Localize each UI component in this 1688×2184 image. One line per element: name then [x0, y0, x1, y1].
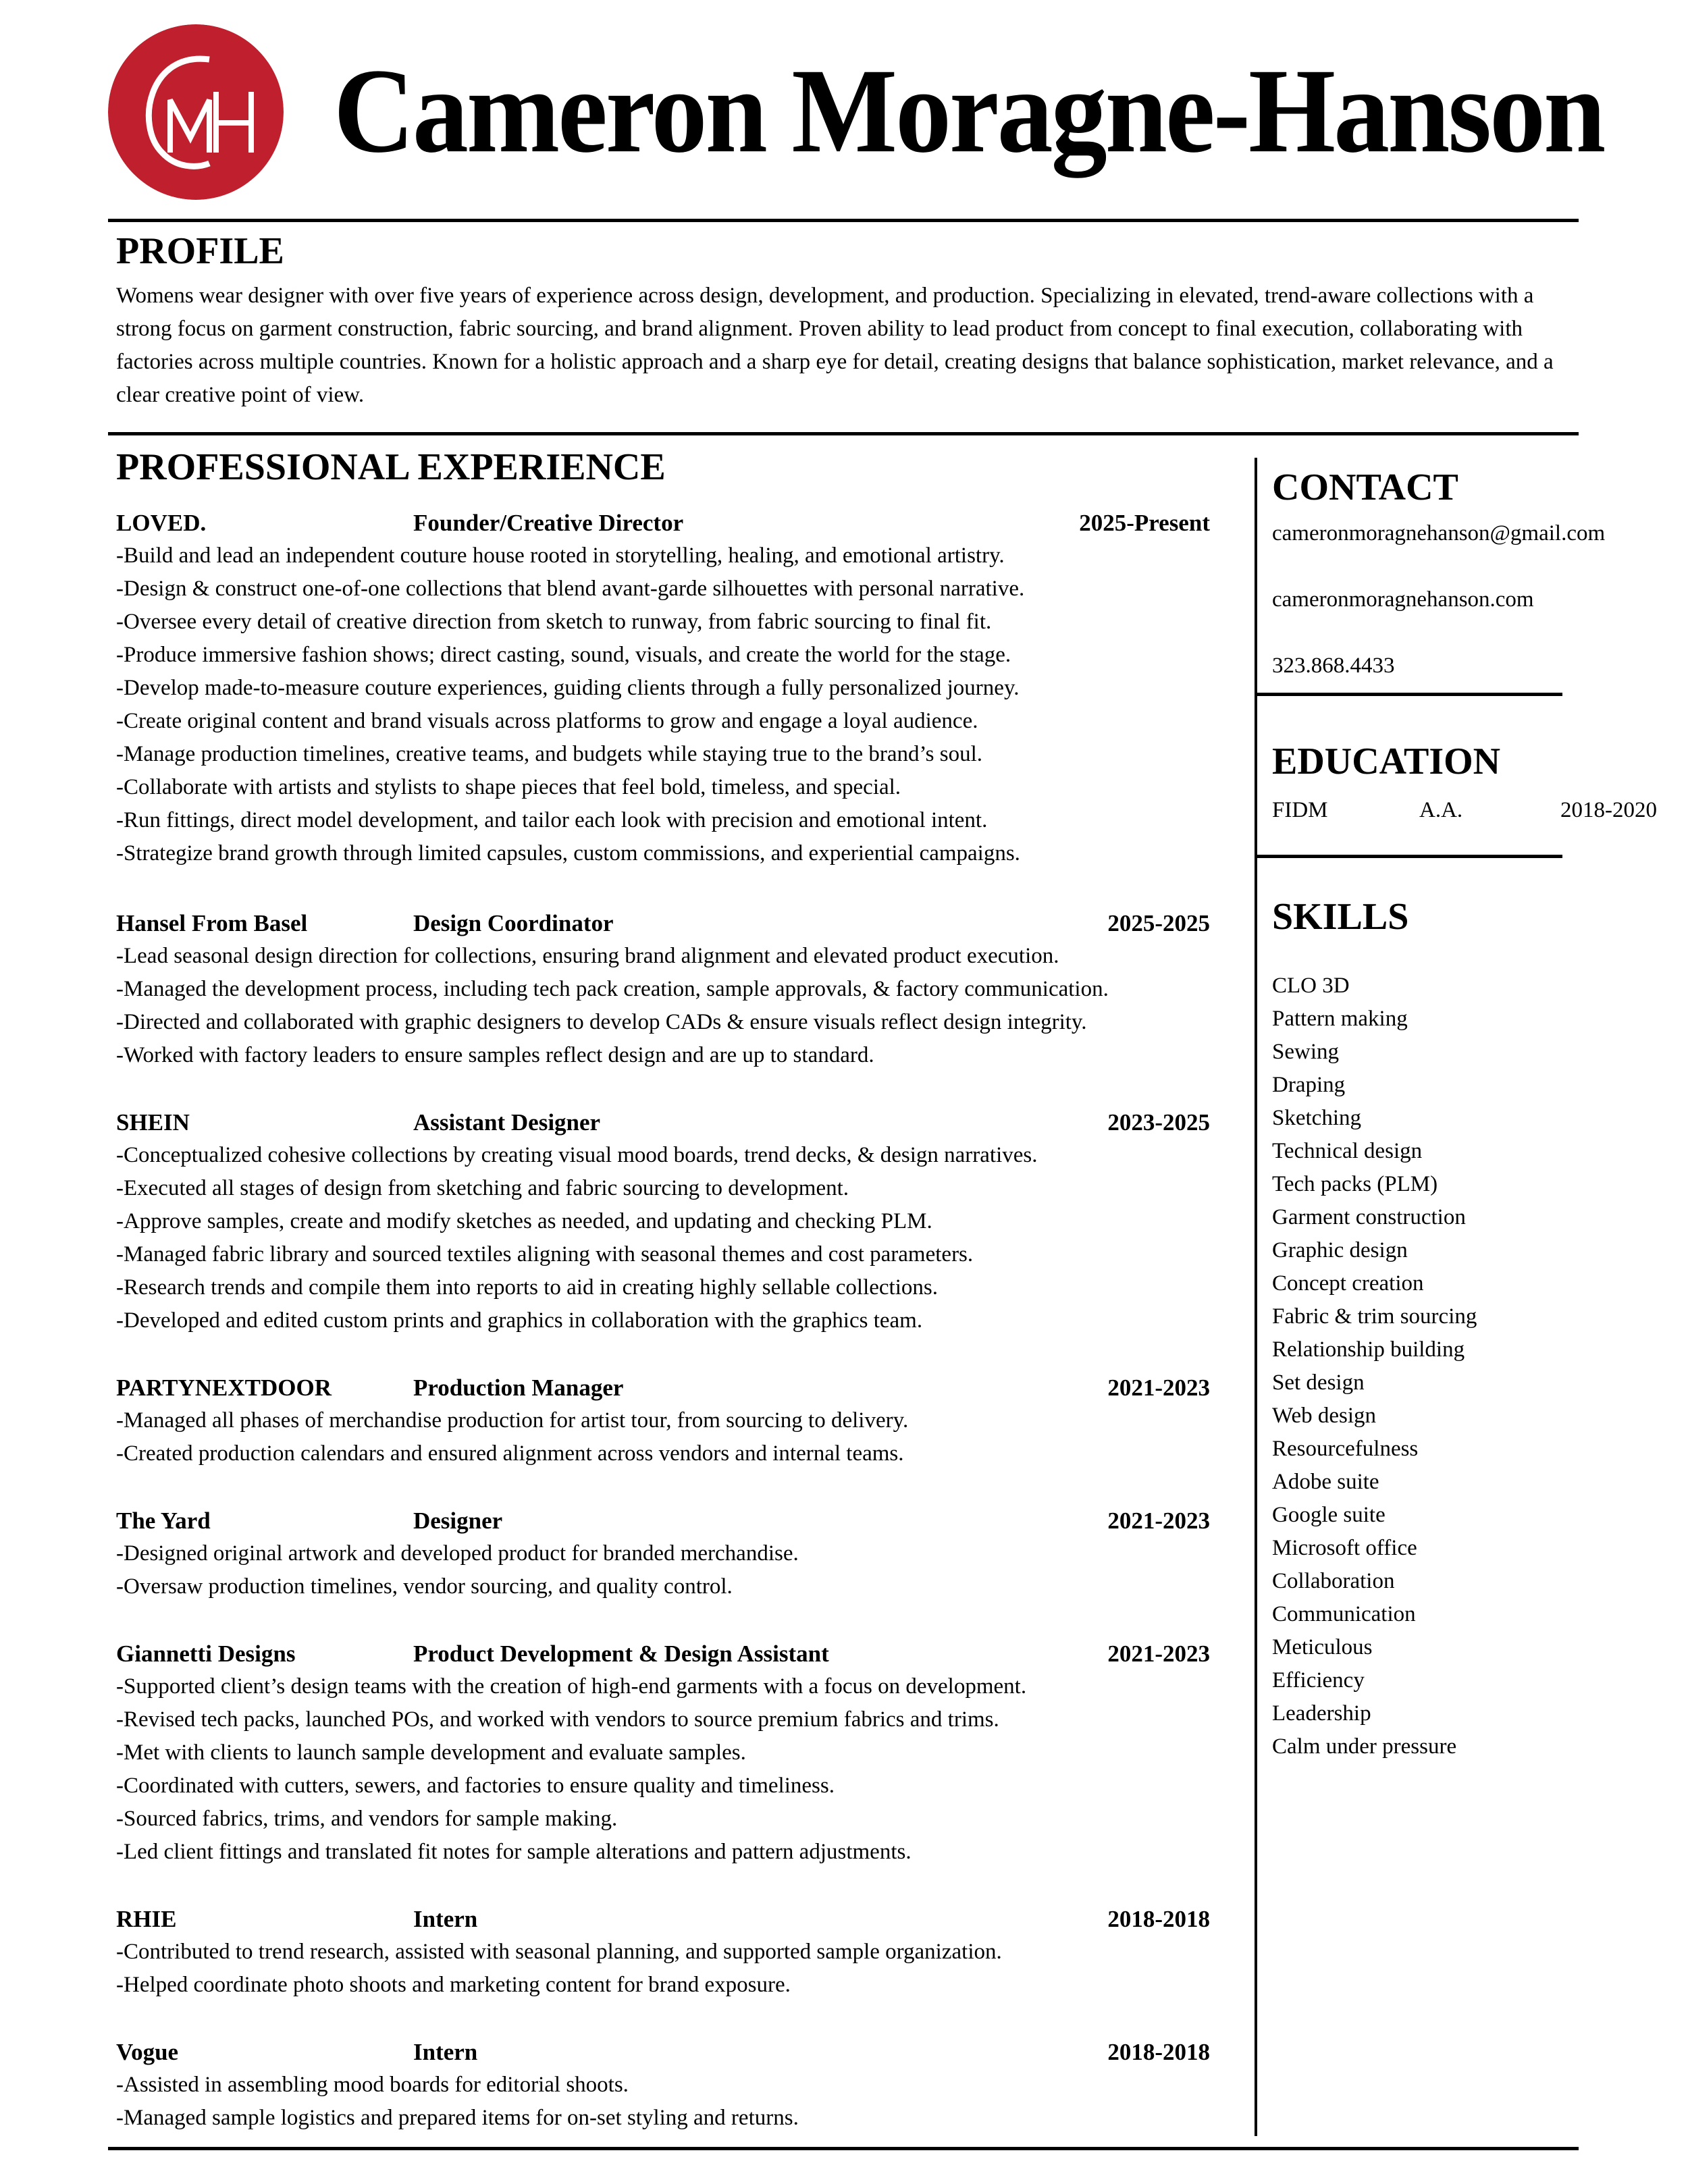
skill-item: Meticulous: [1272, 1635, 1373, 1659]
job-bullet: -Run fittings, direct model development, and tailor each look with precision and emotional intent.: [116, 808, 988, 832]
column-divider: [1255, 458, 1257, 2136]
job-title: Assistant Designer: [413, 1109, 601, 1136]
job-bullet: -Designed original artwork and developed product for branded merchandise.: [116, 1541, 799, 1566]
education-heading: EDUCATION: [1272, 741, 1501, 782]
skill-item: Adobe suite: [1272, 1470, 1379, 1494]
skills-list: [1272, 969, 1477, 1763]
footer-divider: [108, 2147, 1579, 2150]
skill-item: Fabric & trim sourcing: [1272, 1304, 1477, 1329]
job-dates: 2025-2025: [1107, 910, 1210, 936]
education-divider: [1257, 855, 1562, 858]
skill-item: Pattern making: [1272, 1007, 1408, 1031]
logo-circle: [108, 24, 284, 200]
skill-item: CLO 3D: [1272, 974, 1350, 998]
job-bullet: -Develop made-to-measure couture experiences, guiding clients through a fully personalized journey.: [116, 676, 1020, 700]
skill-item: Calm under pressure: [1272, 1734, 1457, 1759]
profile-heading: PROFILE: [116, 230, 284, 272]
job-title: Intern: [413, 2039, 478, 2065]
education-degree: A.A.: [1419, 798, 1463, 822]
job-bullet: -Helped coordinate photo shoots and marketing content for brand exposure.: [116, 1973, 791, 1997]
job-bullet: -Collaborate with artists and stylists to shape pieces that feel bold, timeless, and special.: [116, 775, 901, 799]
contact-heading: CONTACT: [1272, 467, 1458, 508]
skill-item: Garment construction: [1272, 1205, 1466, 1229]
job-company: Hansel From Basel: [116, 910, 308, 936]
job-bullet: -Managed all phases of merchandise production for artist tour, from sourcing to delivery.: [116, 1408, 909, 1433]
education-dates: 2018-2020: [1560, 798, 1657, 822]
job-bullet: -Approve samples, create and modify sketches as needed, and updating and checking PLM.: [116, 1209, 932, 1233]
skill-item: Communication: [1272, 1602, 1416, 1626]
job-bullet: -Contributed to trend research, assisted with seasonal planning, and supported sample organization.: [116, 1940, 1002, 1964]
candidate-name: Cameron Moragne-Hanson: [334, 43, 1604, 178]
job-bullet: -Worked with factory leaders to ensure samples reflect design and are up to standard.: [116, 1043, 874, 1067]
job-title: Design Coordinator: [413, 910, 614, 936]
experience-heading: PROFESSIONAL EXPERIENCE: [116, 446, 666, 488]
job-bullet: -Strategize brand growth through limited capsules, custom commissions, and experiential campaigns.: [116, 841, 1020, 865]
job-entry: [116, 1637, 1210, 1869]
job-bullet: -Sourced fabrics, trims, and vendors for sample making.: [116, 1807, 618, 1831]
job-dates: 2018-2018: [1107, 1906, 1210, 1932]
skill-item: Web design: [1272, 1404, 1377, 1428]
job-company: The Yard: [116, 1508, 211, 1534]
skill-item: Concept creation: [1272, 1271, 1424, 1296]
skill-item: Draping: [1272, 1073, 1346, 1097]
skill-item: Graphic design: [1272, 1238, 1408, 1262]
header-divider: [108, 219, 1579, 222]
job-bullet: -Created production calendars and ensured alignment across vendors and internal teams.: [116, 1441, 904, 1466]
job-bullet: -Met with clients to launch sample development and evaluate samples.: [116, 1740, 746, 1765]
skill-item: Microsoft office: [1272, 1536, 1417, 1560]
job-dates: 2023-2025: [1107, 1109, 1210, 1136]
job-title: Designer: [413, 1508, 503, 1534]
job-bullet: -Developed and edited custom prints and graphics in collaboration with the graphics team.: [116, 1308, 923, 1333]
logo-monogram-text: CMH: [196, 192, 199, 194]
job-title: Production Manager: [413, 1375, 624, 1401]
job-bullet: -Conceptualized cohesive collections by creating visual mood boards, trend decks, & design narratives.: [116, 1143, 1038, 1167]
contact-website[interactable]: cameronmoragnehanson.com: [1272, 587, 1534, 612]
job-dates: 2018-2018: [1107, 2039, 1210, 2065]
skill-item: Tech packs (PLM): [1272, 1172, 1438, 1196]
job-company: SHEIN: [116, 1109, 190, 1136]
profile-text: Womens wear designer with over five years of experience across design, development, and production. Specializing in elevated, trend-aware collections with a strong focus on garment construction, fabric sourcing, and brand alignment. Proven ability to lead product from concept to final execution, collaborating with factories across multiple countries. Known for a holistic approach and a sharp eye for detail, creating designs that balance sophistication, market relevance, and a clear creative point of view.: [116, 284, 1554, 407]
job-dates: 2025-Present: [1079, 510, 1210, 536]
job-company: Giannetti Designs: [116, 1641, 296, 1667]
job-dates: 2021-2023: [1107, 1641, 1210, 1667]
job-bullet: -Oversaw production timelines, vendor sourcing, and quality control.: [116, 1574, 733, 1599]
job-bullet: -Research trends and compile them into reports to aid in creating highly sellable collections.: [116, 1275, 938, 1300]
job-entry: [116, 1371, 1210, 1470]
profile-divider: [108, 432, 1579, 435]
skill-item: Sewing: [1272, 1040, 1339, 1064]
job-title: Product Development & Design Assistant: [413, 1641, 829, 1667]
job-company: RHIE: [116, 1906, 177, 1932]
job-company: PARTYNEXTDOOR: [116, 1375, 332, 1401]
job-entry: [116, 1106, 1210, 1337]
job-title: Founder/Creative Director: [413, 510, 684, 536]
job-bullet: -Directed and collaborated with graphic designers to develop CADs & ensure visuals reflect design integrity.: [116, 1010, 1087, 1034]
education-row: [1272, 794, 1657, 827]
job-bullet: -Build and lead an independent couture house rooted in storytelling, healing, and emotional artistry.: [116, 543, 1005, 568]
skill-item: Leadership: [1272, 1701, 1371, 1726]
job-bullet: -Executed all stages of design from sketching and fabric sourcing to development.: [116, 1176, 849, 1200]
job-title: Intern: [413, 1906, 478, 1932]
skill-item: Technical design: [1272, 1139, 1423, 1163]
job-entry: [116, 907, 1210, 1072]
job-bullet: -Assisted in assembling mood boards for editorial shoots.: [116, 2073, 629, 2097]
job-bullet: -Coordinated with cutters, sewers, and factories to ensure quality and timeliness.: [116, 1774, 835, 1798]
job-bullet: -Managed fabric library and sourced textiles aligning with seasonal themes and cost parameters.: [116, 1242, 974, 1267]
job-entry: [116, 2035, 1210, 2135]
contact-email[interactable]: cameronmoragnehanson@gmail.com: [1272, 521, 1606, 545]
education-school: FIDM: [1272, 798, 1328, 822]
skill-item: Resourcefulness: [1272, 1437, 1419, 1461]
job-bullet: -Managed the development process, including tech pack creation, sample approvals, & factory communication.: [116, 977, 1109, 1001]
job-bullet: -Produce immersive fashion shows; direct casting, sound, visuals, and create the world for the stage.: [116, 643, 1011, 667]
job-bullet: -Oversee every detail of creative direction from sketch to runway, from fabric sourcing to final fit.: [116, 610, 992, 634]
skills-heading: SKILLS: [1272, 896, 1409, 938]
job-bullet: -Manage production timelines, creative teams, and budgets while staying true to the brand’s soul.: [116, 742, 983, 766]
job-bullet: -Managed sample logistics and prepared items for on-set styling and returns.: [116, 2106, 799, 2130]
job-company: Vogue: [116, 2039, 179, 2065]
skill-item: Collaboration: [1272, 1569, 1395, 1593]
contact-phone[interactable]: 323.868.4433: [1272, 654, 1395, 678]
job-bullet: -Create original content and brand visuals across platforms to grow and engage a loyal audience.: [116, 709, 978, 733]
skill-item: Google suite: [1272, 1503, 1386, 1527]
job-bullet: -Supported client’s design teams with the creation of high-end garments with a focus on development.: [116, 1674, 1027, 1699]
skill-item: Efficiency: [1272, 1668, 1365, 1693]
job-bullet: -Design & construct one-of-one collections that blend avant-garde silhouettes with personal narrative.: [116, 577, 1025, 601]
job-bullet: -Led client fittings and translated fit notes for sample alterations and pattern adjustments.: [116, 1840, 912, 1864]
job-entry: [116, 1504, 1210, 1603]
job-entry: [116, 1902, 1210, 2002]
job-bullet: -Lead seasonal design direction for collections, ensuring brand alignment and elevated product execution.: [116, 944, 1059, 968]
skill-item: Set design: [1272, 1370, 1365, 1395]
skill-item: Relationship building: [1272, 1337, 1465, 1362]
job-company: LOVED.: [116, 510, 207, 536]
contact-divider: [1257, 693, 1562, 696]
skill-item: Sketching: [1272, 1106, 1361, 1130]
job-dates: 2021-2023: [1107, 1375, 1210, 1401]
monogram-logo: [108, 24, 284, 200]
job-bullet: -Revised tech packs, launched POs, and worked with vendors to source premium fabrics and trims.: [116, 1707, 999, 1732]
job-dates: 2021-2023: [1107, 1508, 1210, 1534]
job-entry: [116, 506, 1210, 870]
